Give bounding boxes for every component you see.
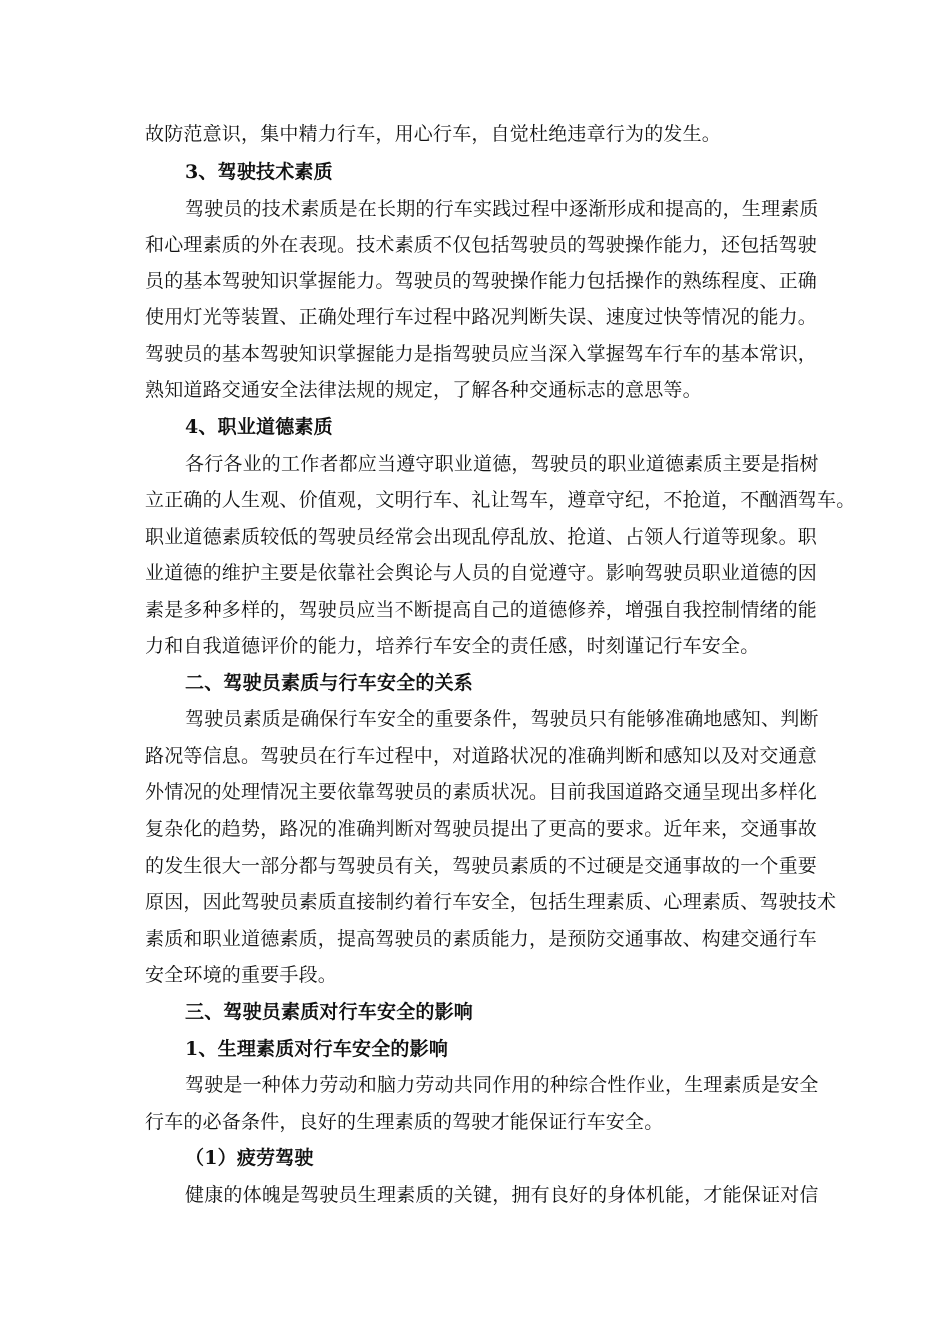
paragraph-line: 力和自我道德评价的能力，培养行车安全的责任感，时刻谨记行车安全。	[145, 635, 760, 657]
paragraph-line: 外情况的处理情况主要依靠驾驶员的素质状况。目前我国道路交通呈现出多样化	[145, 781, 818, 803]
paragraph-line: 业道德的维护主要是依靠社会舆论与人员的自觉遵守。影响驾驶员职业道德的因	[145, 562, 818, 584]
chapter-heading: 二、驾驶员素质与行车安全的关系	[185, 672, 474, 694]
paragraph-line: 使用灯光等装置、正确处理行车过程中路况判断失误、速度过快等情况的能力。	[145, 306, 818, 328]
paragraph-line: 驾驶员素质是确保行车安全的重要条件，驾驶员只有能够准确地感知、判断	[185, 708, 819, 730]
paragraph-line: 的发生很大一部分都与驾驶员有关，驾驶员素质的不过硬是交通事故的一个重要	[145, 855, 818, 877]
paragraph-line: 驾驶员的技术素质是在长期的行车实践过程中逐渐形成和提高的，生理素质	[185, 198, 819, 220]
paragraph-line: 素质和职业道德素质，提高驾驶员的素质能力，是预防交通事故、构建交通行车	[145, 928, 818, 950]
section-heading: 1、生理素质对行车安全的影响	[185, 1038, 449, 1060]
chapter-heading: 三、驾驶员素质对行车安全的影响	[185, 1001, 474, 1023]
section-heading: 4、职业道德素质	[185, 416, 333, 438]
paragraph-line: 员的基本驾驶知识掌握能力。驾驶员的驾驶操作能力包括操作的熟练程度、正确	[145, 270, 818, 292]
paragraph-line: 驾驶员的基本驾驶知识掌握能力是指驾驶员应当深入掌握驾车行车的基本常识，	[145, 343, 818, 365]
paragraph-line: 健康的体魄是驾驶员生理素质的关键，拥有良好的身体机能，才能保证对信	[185, 1184, 819, 1206]
paragraph-line: 素是多种多样的，驾驶员应当不断提高自己的道德修养，增强自我控制情绪的能	[145, 599, 818, 621]
paragraph-line: 熟知道路交通安全法律法规的规定，了解各种交通标志的意思等。	[145, 379, 702, 401]
paragraph-line: 原因，因此驾驶员素质直接制约着行车安全，包括生理素质、心理素质、驾驶技术	[145, 891, 837, 913]
paragraph-line: 职业道德素质较低的驾驶员经常会出现乱停乱放、抢道、占领人行道等现象。职	[145, 526, 818, 548]
paragraph-line: 驾驶是一种体力劳动和脑力劳动共同作用的种综合性作业，生理素质是安全	[185, 1074, 819, 1096]
paragraph-line: 复杂化的趋势，路况的准确判断对驾驶员提出了更高的要求。近年来，交通事故	[145, 818, 818, 840]
paragraph-line: 安全环境的重要手段。	[145, 964, 338, 986]
paragraph-line: 各行各业的工作者都应当遵守职业道德，驾驶员的职业道德素质主要是指树	[185, 453, 819, 475]
paragraph-line: 路况等信息。驾驶员在行车过程中，对道路状况的准确判断和感知以及对交通意	[145, 745, 818, 767]
paragraph-line: 和心理素质的外在表现。技术素质不仅包括驾驶员的驾驶操作能力，还包括驾驶	[145, 234, 818, 256]
paragraph-continuation-line: 故防范意识，集中精力行车，用心行车，自觉杜绝违章行为的发生。	[145, 123, 722, 145]
paragraph-line: 行车的必备条件，良好的生理素质的驾驶才能保证行车安全。	[145, 1111, 664, 1133]
section-heading: 3、驾驶技术素质	[185, 161, 333, 183]
subsection-heading: （1）疲劳驾驶	[185, 1147, 314, 1169]
paragraph-line: 立正确的人生观、价值观，文明行车、礼让驾车，遵章守纪，不抢道，不酗酒驾车。	[145, 489, 856, 511]
